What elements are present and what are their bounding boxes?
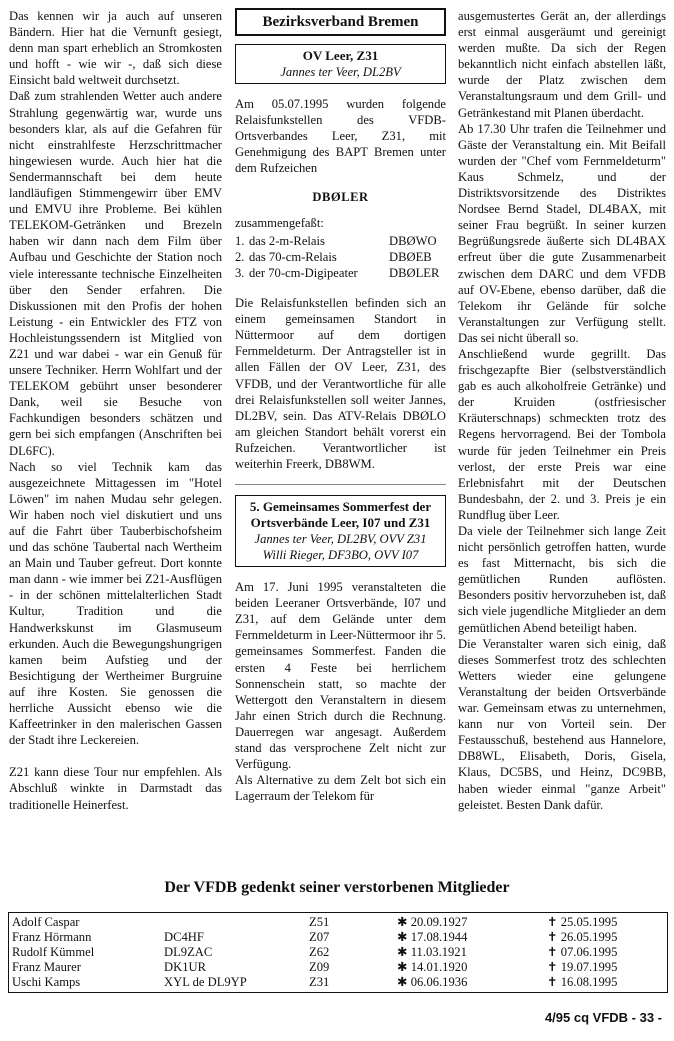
member-callsign: DC4HF xyxy=(164,930,204,944)
member-born: ✱ 20.09.1927 xyxy=(397,915,468,929)
paragraph: Z21 kann diese Tour nur empfehlen. Als Abschluß winkte in Darmstadt das traditionelle Heinerfest. xyxy=(9,765,222,812)
list-item: 1. das 2-m-Relais DBØWO xyxy=(235,233,437,248)
member-callsign: DL9ZAC xyxy=(164,945,213,959)
memorial-title: Der VFDB gedenkt seiner verstorbenen Mitglieder xyxy=(164,879,510,896)
member-died: ✝ 25.05.1995 xyxy=(547,915,618,929)
member-born: ✱ 06.06.1936 xyxy=(397,975,468,989)
member-club: Z62 xyxy=(309,945,330,959)
divider xyxy=(235,484,446,485)
paragraph: Da viele der Teilnehmer sich lange Zeit nicht persönlich getroffen hatten, wurde es fast Mitternacht, bis sich die gemütlichen Runden auflösten. Besonders positiv hervorzuheben ist, daß sich viele jugendliche Mitglieder an dem gemütlichen Abend beteiligt haben. xyxy=(458,524,666,635)
member-club: Z09 xyxy=(309,960,330,974)
callsign-heading: DBØLER xyxy=(312,189,369,204)
member-died: ✝ 16.08.1995 xyxy=(547,975,618,989)
section-banner: Bezirksverband Bremen xyxy=(235,8,446,36)
member-club: Z31 xyxy=(309,975,330,989)
table-row xyxy=(9,975,667,990)
paragraph: ausgemustertes Gerät an, der allerdings erst einmal ausgeräumt und gereinigt werden mußte. Da sich der Regen bekanntlich nicht einfach abstellen läßt, wurde der Platz zwischen dem Veranstaltungsraum und dem Grill- und Getränkestand mit Planen überdacht. xyxy=(458,9,666,120)
table-row xyxy=(9,930,667,945)
member-died: ✝ 19.07.1995 xyxy=(547,960,618,974)
member-born: ✱ 17.08.1944 xyxy=(397,930,468,944)
column-left xyxy=(9,8,222,813)
paragraph: Nach so viel Technik kam das ausgezeichnete Mittagessen im "Hotel Löwen" im nahen Mudau sehr gelegen. Wir haben noch viel diskutiert und uns auf die Fahrt über Tauberbischofsheim und das schöne Taubertal nach Wertheim an Main und Tauber gefreut. Dort konnte man dann - wie immer bei Z21-Ausflügen - in der schönen mittelalterlichen Stadt Kultur, Tradition und die Handwerkskunst im Glasmuseum erkunden. Auch die Bewegungshungrigen kamen beim Aufstieg und der Besichtigung der Wertheimer Burgruine auf ihre Kosten. Sie genossen die herrliche Aussicht ebenso wie die Kaffeetrinker in den malerischen Gassen der Stadt ihre Leckereien. xyxy=(9,459,222,748)
member-born: ✱ 14.01.1920 xyxy=(397,960,468,974)
member-callsign: DK1UR xyxy=(164,960,206,974)
article-header-sommerfest xyxy=(235,495,446,567)
member-died: ✝ 26.05.1995 xyxy=(547,930,618,944)
member-born: ✱ 11.03.1921 xyxy=(397,945,467,959)
member-callsign: XYL de DL9YP xyxy=(164,975,247,989)
table-row xyxy=(9,915,667,930)
member-name: Adolf Caspar xyxy=(12,915,80,929)
member-club: Z51 xyxy=(309,915,330,929)
member-club: Z07 xyxy=(309,930,330,944)
paragraph: Ab 17.30 Uhr trafen die Teilnehmer und Gäste der Veranstaltung ein. Mit Beifall wurden der "Chef vom Fernmeldeturm" Kaus Schmelz, und der Distriktsvorsitzende des Distriktes Nordsee Bernd Stadel, DL4BAX, mit seiner Frau begrüßt. In seiner kurzen Begrüßungsrede äußerte sich DL4BAX erfreut über die gute Zusammenarbeit zwischen dem DARC und dem VFDB auf OV-Ebene, ebenso darüber, daß die Telekom ihr Gelände für solche Veranstaltungen zur Verfügung stellt. Das sei nicht überall so. xyxy=(458,121,666,345)
list-item: 3. der 70-cm-Digipeater DBØLER xyxy=(235,265,440,280)
table-row xyxy=(9,960,667,975)
paragraph: Die Veranstalter waren sich einig, daß dieses Sommerfest trotz des schlechten Wetters wieder eine gelungene Veranstaltung der beiden Ortsverbände war. Gemeinsam etwas zu unternehmen, kann nur von Vorteil sein. Der Festausschuß, bestehend aus Hannelore, DB8WL, Elisabeth, Doris, Gisela, Klaus, DC5BS, und Heinz, DC9BB, haben wieder einmal "ganze Arbeit" geleistet. Besten Dank dafür. xyxy=(458,636,666,812)
table-row xyxy=(9,945,667,960)
column-middle xyxy=(235,8,446,804)
member-callsign xyxy=(164,915,309,930)
member-name: Franz Hörmann xyxy=(12,930,92,944)
article-header-ov-leer xyxy=(235,44,446,84)
paragraph: Anschließend wurde gegrillt. Das frischgezapfte Bier (selbstverständlich gab es auch alkoholfreie Getränke) und der Kruiden (ostfriesischer Kräuterschnaps) schmeckten trotz des Regens hervorragend. Bei der Tombola wurde für jeden Teilnehmer ein Preis verlost, der erste Preis war eine Erlebnisfahrt mit der Deutschen Bundesbahn, der 2. und 3. Preis je ein Rundflug über Leer. xyxy=(458,346,666,522)
memorial-table xyxy=(8,912,668,993)
summary-label: zusammengefaßt: xyxy=(235,215,324,230)
article-author: Jannes ter Veer, DL2BV xyxy=(280,65,401,80)
article-title: OV Leer, Z31 xyxy=(302,48,379,64)
member-died: ✝ 07.06.1995 xyxy=(547,945,618,959)
paragraph: Das kennen wir ja auch auf unseren Bändern. Hier hat die Vernunft gesiegt, denn man spart erheblich an Stromkosten und hofft - wie wir -, daß sich diese Einsicht bald weltweit durchsetzt. xyxy=(9,9,222,88)
member-name: Rudolf Kümmel xyxy=(12,945,95,959)
list-item: 2. das 70-cm-Relais DBØEB xyxy=(235,249,432,264)
relay-list xyxy=(235,233,446,281)
article-title: 5. Gemeinsames Sommerfest der Ortsverbände Leer, I07 und Z31 xyxy=(249,499,432,531)
member-name: Uschi Kamps xyxy=(12,975,81,989)
paragraph: Daß zum strahlenden Wetter auch andere Strahlung gegenwärtig war, wurde uns besonders klar, als auf die Gefahren für nicht einstrahlfeste Herzschrittmacher hingewiesen wurde. Auch hier hat die Sendermannschaft bei dem heute landläufigen Stimmengewirr über EMV und EMVU ihre Probleme. Bei kühlen TELEKOM-Getränken und Brezeln haben wir dann nach dem Film über Aufbau und Geschichte der Station noch viele interessante technische Einzelheiten über den Sender erfahren. Die Diskussionen mit den Profis der hohen Leistung - ein Entwickler des FTZ von Hochleistungssendern ist Mitglied von Z21 und war dabei - war ein Genuß für unsere Techniker. Herrn Wohlfart und der TELEKOM gebührt unser besonderer Dank, weil sie Besuche von Fachkundigen besonders schätzen und gern bei sich empfangen (Anschriften bei DL6FC). xyxy=(9,89,222,458)
paragraph: Als Alternative zu dem Zelt bot sich ein Lagerraum der Telekom für xyxy=(235,773,446,804)
article-author: Willi Rieger, DF3BO, OVV I07 xyxy=(262,548,419,563)
paragraph: Am 05.07.1995 wurden folgende Relaisfunkstellen des VFDB-Ortsverbandes Leer, Z31, mit Genehmigung des BAPT Bremen unter dem Rufzeichen xyxy=(235,97,446,176)
paragraph: Die Relaisfunkstellen befinden sich an einem gemeinsamen Standort in Nüttermoor auf dem dortigen Fernmeldeturm. Der Antragsteller ist in allen Fällen der OV Leer, Z31, des VFDB, und der Verantwortliche für alle drei Relaisfunkstellen soll weiter Jannes, DL2BV, sein. Das ATV-Relais DBØLO am gleichen Standort behält vorerst ein Rufzeichen. Verantwortlicher ist weiterhin Freerk, DB8WM. xyxy=(235,296,446,471)
column-right xyxy=(458,8,666,813)
paragraph: Am 17. Juni 1995 veranstalteten die beiden Leeraner Ortsverbände, I07 und Z31, auf dem Gelände unter dem Fernmeldeturm in Leer-Nüttermoor ihr 5. gemeinsames Sommerfest. Fanden die ersten 4 Feste bei herrlichem Sonnenschein statt, so machte der Wettergott den Veranstaltern in diesem Jahr einen Strich durch die Rechnung. Dauerregen war angesagt. Außerdem stand das versprochene Zelt nicht zur Verfügung. xyxy=(235,580,446,772)
member-name: Franz Maurer xyxy=(12,960,81,974)
page-number: 4/95 cq VFDB - 33 - xyxy=(544,1010,662,1025)
article-author: Jannes ter Veer, DL2BV, OVV Z31 xyxy=(254,532,427,547)
